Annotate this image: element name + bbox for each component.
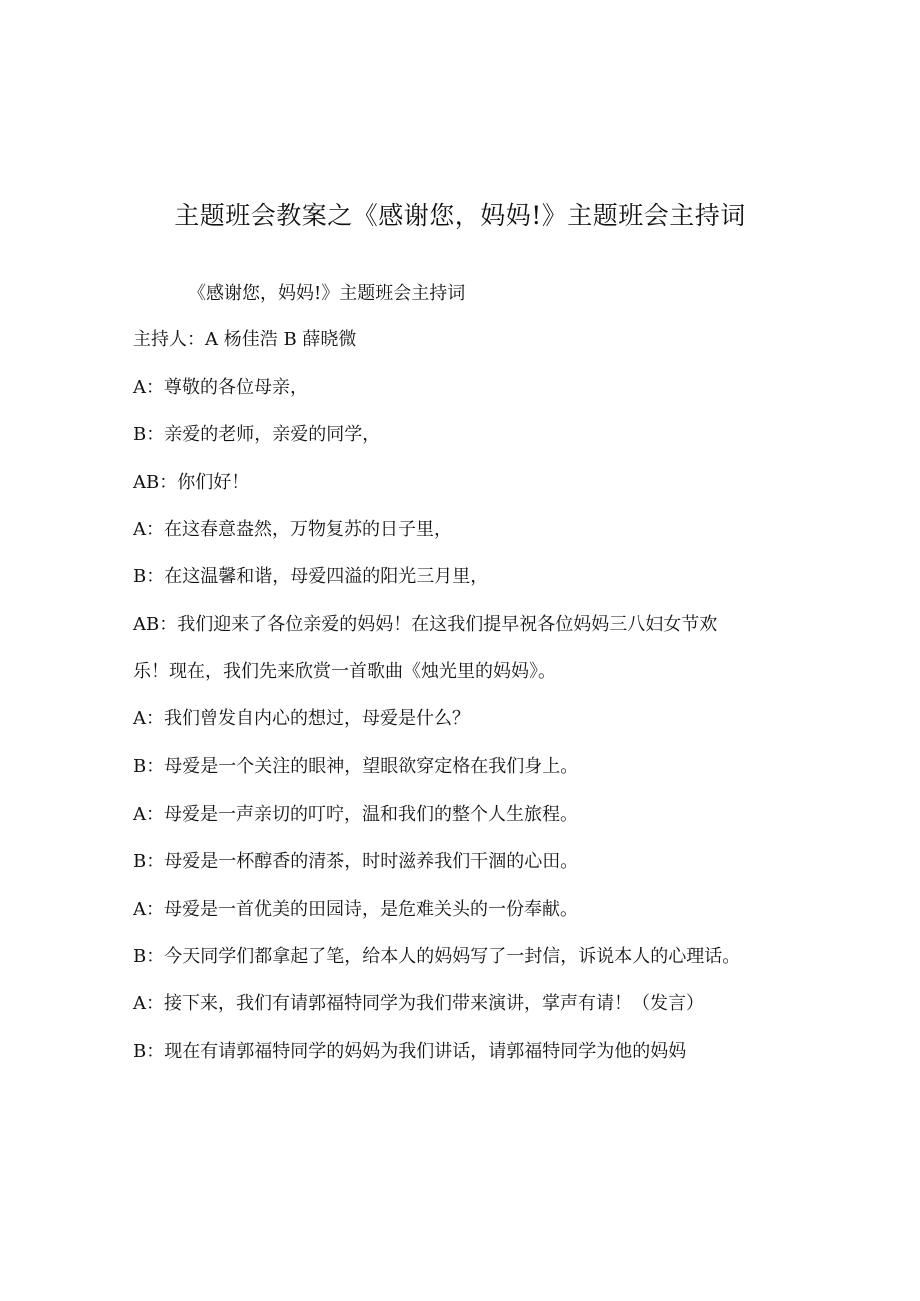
- script-line: B：亲爱的老师，亲爱的同学，: [133, 424, 381, 445]
- subtitle-line: 《感谢您，妈妈!》主题班会主持词: [188, 283, 466, 304]
- host-line: 主持人：A 杨佳浩 B 薛晓微: [133, 329, 357, 350]
- script-line: B：现在有请郭福特同学的妈妈为我们讲话，请郭福特同学为他的妈妈: [133, 1041, 687, 1062]
- script-line: AB：你们好！: [133, 472, 250, 493]
- script-line: B：母爱是一杯醇香的清茶，时时滋养我们干涸的心田。: [133, 851, 579, 872]
- script-line: A：母爱是一声亲切的叮咛，温和我们的整个人生旅程。: [133, 804, 578, 825]
- script-line: B：在这温馨和谐，母爱四溢的阳光三月里，: [133, 566, 489, 587]
- script-line: A：母爱是一首优美的田园诗，是危难关头的一份奉献。: [133, 899, 578, 920]
- document-title: 主题班会教案之《感谢您，妈妈!》主题班会主持词: [174, 201, 746, 230]
- script-line: B：今天同学们都拿起了笔，给本人的妈妈写了一封信，诉说本人的心理话。: [133, 946, 741, 967]
- script-line: A：尊敬的各位母亲，: [133, 377, 308, 398]
- script-line: AB：我们迎来了各位亲爱的妈妈！在这我们提早祝各位妈妈三八妇女节欢: [133, 614, 718, 635]
- script-line: 乐！现在，我们先来欣赏一首歌曲《烛光里的妈妈》。: [133, 661, 556, 682]
- script-line: B：母爱是一个关注的眼神，望眼欲穿定格在我们身上。: [133, 756, 579, 777]
- script-line: A：我们曾发自内心的想过，母爱是什么？: [133, 708, 470, 729]
- script-line: A：接下来，我们有请郭福特同学为我们带来演讲，掌声有请！（发言）: [133, 993, 704, 1014]
- script-line: A：在这春意盎然，万物复苏的日子里，: [133, 519, 452, 540]
